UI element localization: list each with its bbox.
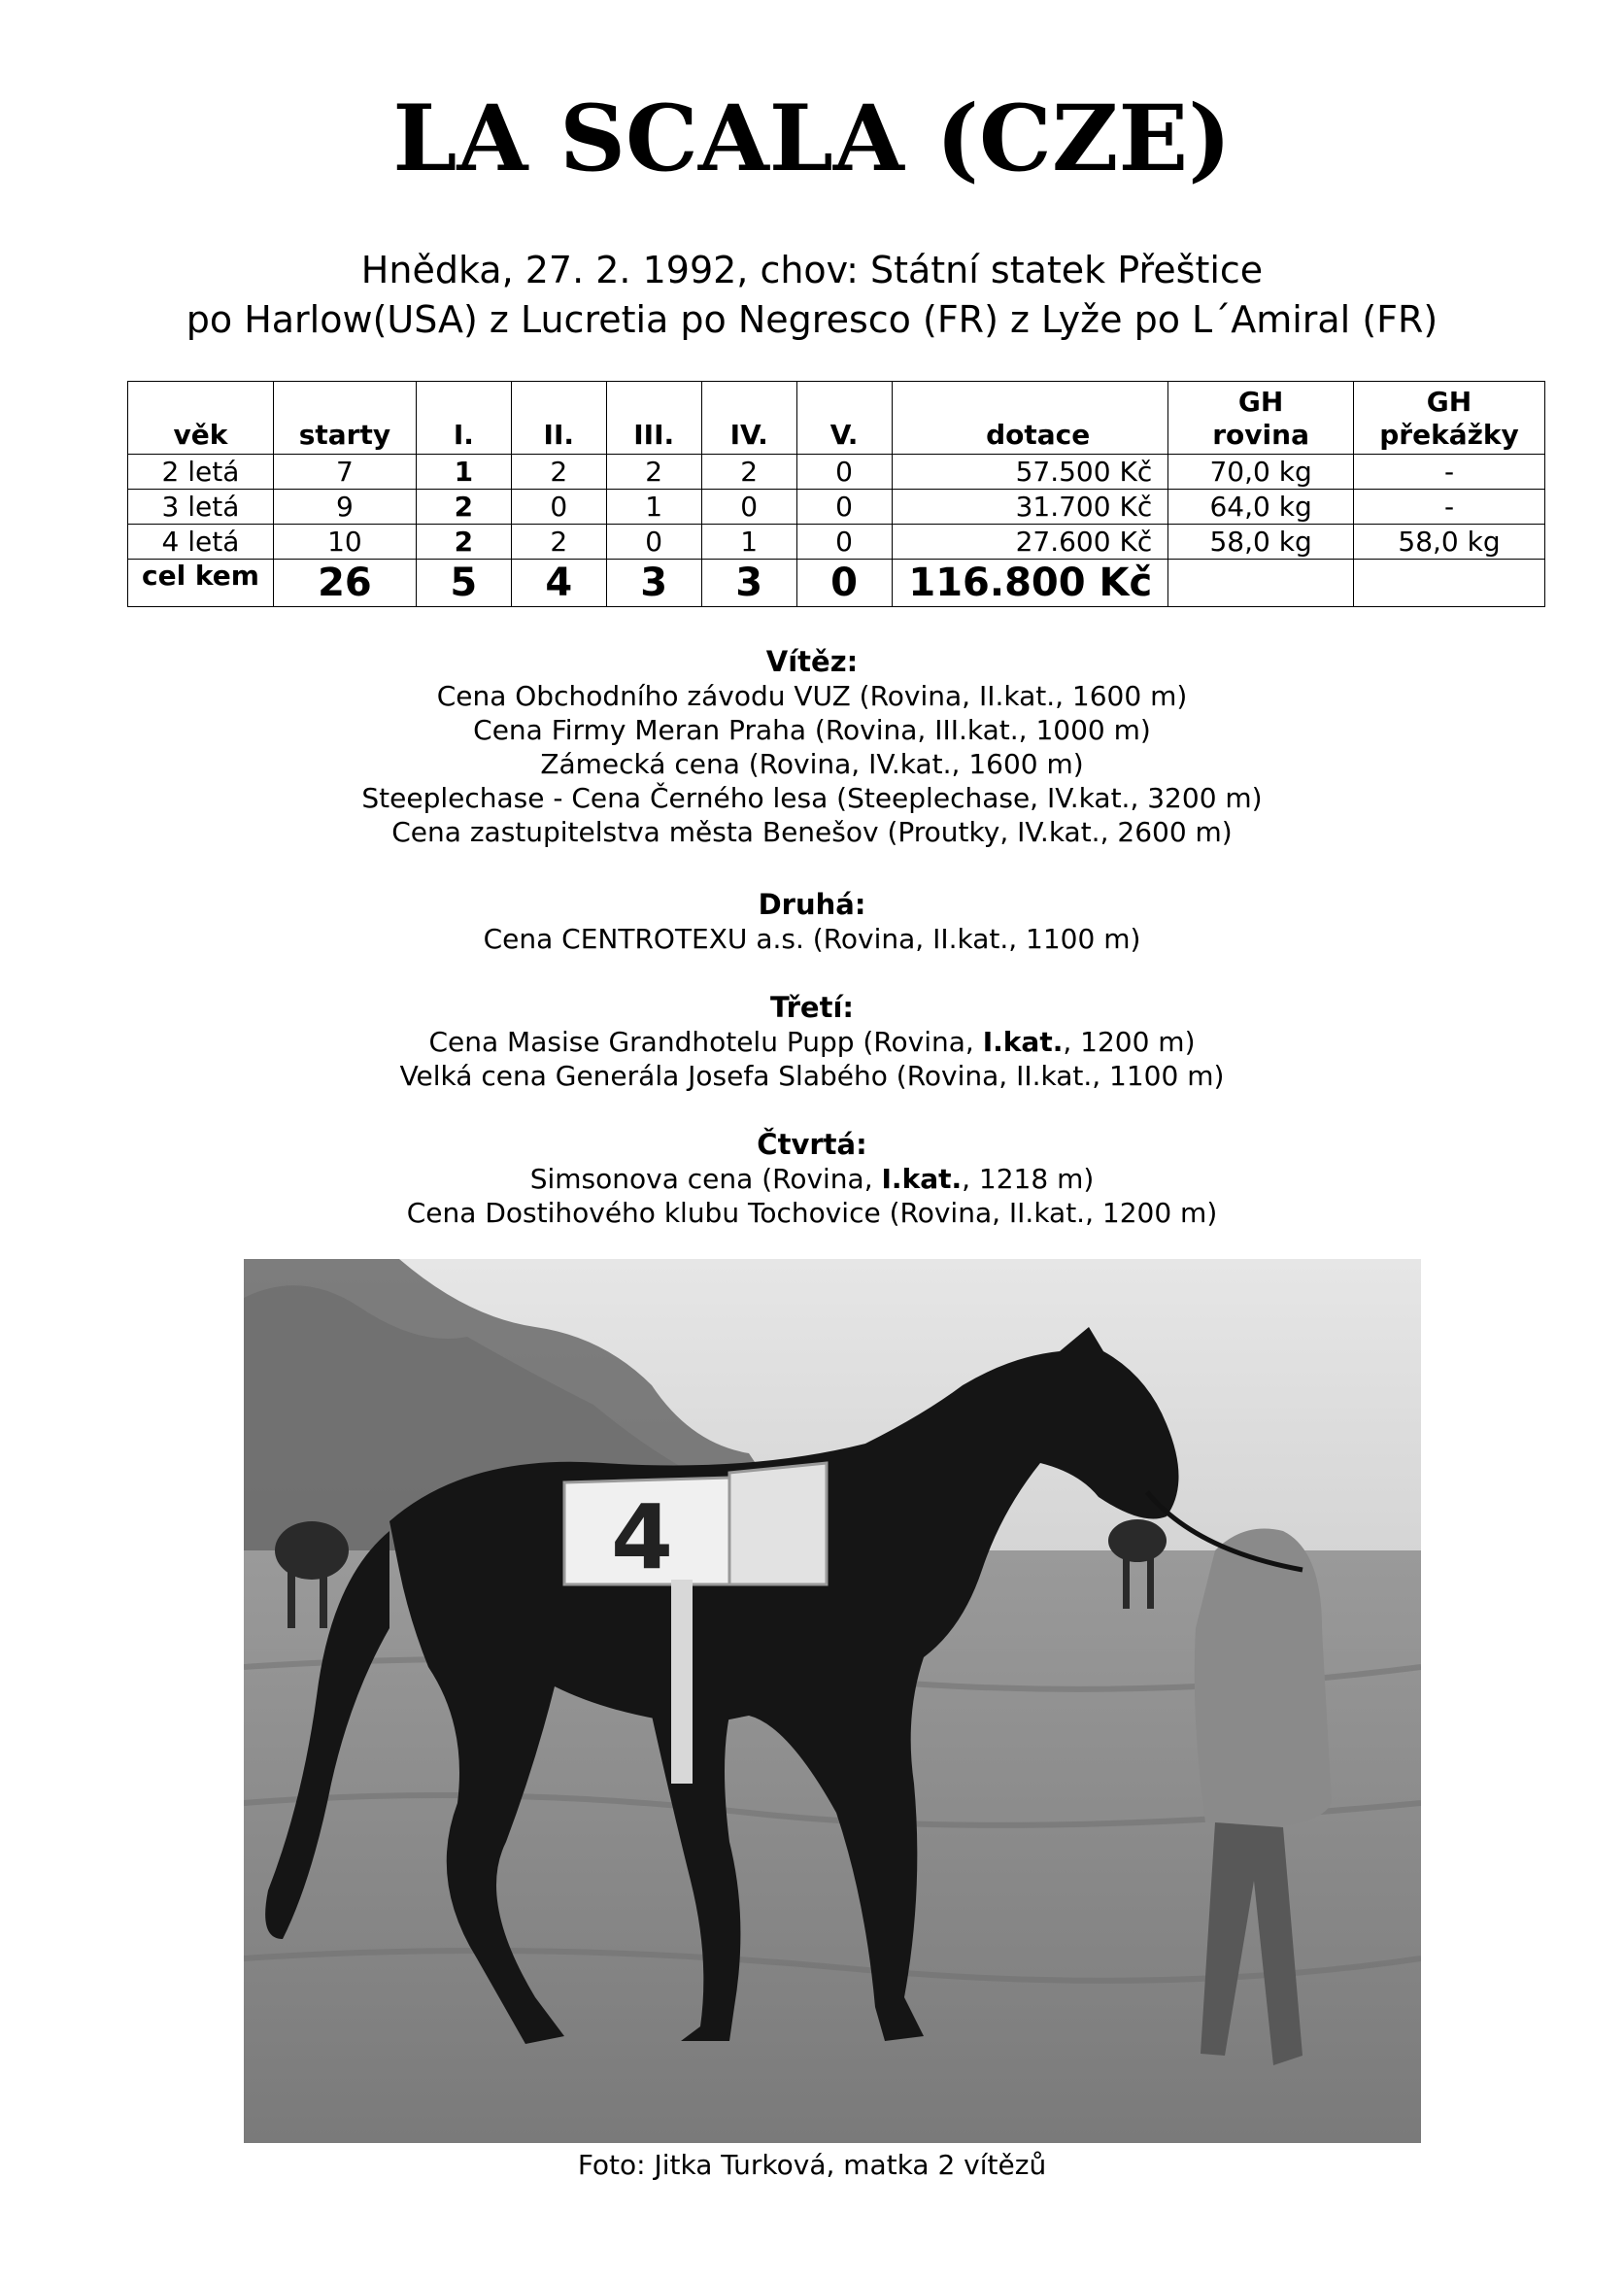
cell-fifth: 0 [796,525,892,560]
header-third: III. [606,382,701,455]
header-vek: věk [128,382,274,455]
total-second: 4 [511,560,606,607]
race-text: , 1200 m) [1063,1026,1196,1058]
cell-first: 2 [416,490,511,525]
cell-second: 2 [511,525,606,560]
saddle-number: 4 [610,1485,674,1589]
total-label: cel kem [128,560,274,607]
cell-gh-prekazky: - [1354,490,1545,525]
race-category-bold: I.kat. [982,1026,1064,1058]
race-entry: Velká cena Generála Josefa Slabého (Rovina, II.kat., 1100 m) [399,1060,1225,1092]
race-entry: Cena CENTROTEXU a.s. (Rovina, II.kat., 1100 m) [483,923,1141,955]
total-starty: 26 [273,560,416,607]
cell-starty: 7 [273,455,416,490]
cell-fourth: 1 [701,525,796,560]
fourth-heading: Čtvrtá: [757,1128,867,1161]
third-place-section [0,991,1624,1093]
header-second: II. [511,382,606,455]
table-row [128,525,1545,560]
header-dotace: dotace [892,382,1168,455]
horse-photo [244,1259,1421,2143]
cell-gh-prekazky: 58,0 kg [1354,525,1545,560]
race-entry [0,1025,1624,1059]
cell-starty: 9 [273,490,416,525]
cell-fourth: 0 [701,490,796,525]
cell-second: 0 [511,490,606,525]
race-entry: Zámecká cena (Rovina, IV.kat., 1600 m) [540,748,1084,780]
winner-heading: Vítěz: [765,645,859,678]
race-text: Cena Masise Grandhotelu Pupp (Rovina, [428,1026,983,1058]
cell-third: 2 [606,455,701,490]
race-entry: Cena Obchodního závodu VUZ (Rovina, II.kat., 1600 m) [436,680,1188,712]
cell-dotace: 57.500 Kč [892,455,1168,490]
cell-gh-rovina: 64,0 kg [1168,490,1354,525]
total-gh-prekazky [1354,560,1545,607]
header-first: I. [416,382,511,455]
race-entry: Cena Dostihového klubu Tochovice (Rovina, II.kat., 1200 m) [406,1197,1218,1229]
header-gh-rovina-line2: rovina [1212,419,1309,451]
header-gh-prekazky-line2: překážky [1379,419,1519,451]
header-starty: starty [273,382,416,455]
cell-fifth: 0 [796,455,892,490]
cell-fourth: 2 [701,455,796,490]
page-title: LA SCALA (CZE) [392,85,1232,192]
second-place-section [0,888,1624,956]
cell-first: 2 [416,525,511,560]
cell-vek: 3 letá [128,490,274,525]
race-entry: Steeplechase - Cena Černého lesa (Steeplechase, IV.kat., 3200 m) [361,782,1263,814]
cell-starty: 10 [273,525,416,560]
header-gh-prekazky-line1: GH [1426,386,1472,418]
horse-details: Hnědka, 27. 2. 1992, chov: Státní statek Přeštice [360,249,1264,291]
race-entry: Cena Firmy Meran Praha (Rovina, III.kat., 1000 m) [473,714,1151,746]
header-gh-rovina [1168,382,1354,455]
total-dotace: 116.800 Kč [892,560,1168,607]
cell-third: 0 [606,525,701,560]
race-text: Simsonova cena (Rovina, [529,1163,882,1195]
third-heading: Třetí: [770,991,854,1024]
total-third: 3 [606,560,701,607]
race-statistics-table [127,381,1545,607]
total-gh-rovina [1168,560,1354,607]
cell-gh-rovina: 70,0 kg [1168,455,1354,490]
photo-caption: Foto: Jitka Turková, matka 2 vítězů [577,2149,1047,2181]
race-category-bold: I.kat. [881,1163,963,1195]
second-heading: Druhá: [758,888,866,921]
header-fourth: IV. [701,382,796,455]
cell-dotace: 27.600 Kč [892,525,1168,560]
table-row [128,455,1545,490]
fourth-place-section [0,1128,1624,1230]
header-gh-prekazky [1354,382,1545,455]
total-fifth: 0 [796,560,892,607]
cell-second: 2 [511,455,606,490]
race-entry [0,1162,1624,1196]
table-total-row [128,560,1545,607]
header-gh-rovina-line1: GH [1237,386,1284,418]
total-fourth: 3 [701,560,796,607]
header-fifth: V. [796,382,892,455]
horse-pedigree: po Harlow(USA) z Lucretia po Negresco (FR) z Lyže po L´Amiral (FR) [186,298,1438,341]
total-first: 5 [416,560,511,607]
cell-gh-prekazky: - [1354,455,1545,490]
cell-first: 1 [416,455,511,490]
table-row [128,490,1545,525]
cell-gh-rovina: 58,0 kg [1168,525,1354,560]
cell-vek: 2 letá [128,455,274,490]
cell-dotace: 31.700 Kč [892,490,1168,525]
cell-vek: 4 letá [128,525,274,560]
race-entry: Cena zastupitelstva města Benešov (Proutky, IV.kat., 2600 m) [391,816,1233,848]
cell-third: 1 [606,490,701,525]
race-text: , 1218 m) [962,1163,1095,1195]
table-header-row [128,382,1545,455]
winner-section [0,645,1624,849]
cell-fifth: 0 [796,490,892,525]
